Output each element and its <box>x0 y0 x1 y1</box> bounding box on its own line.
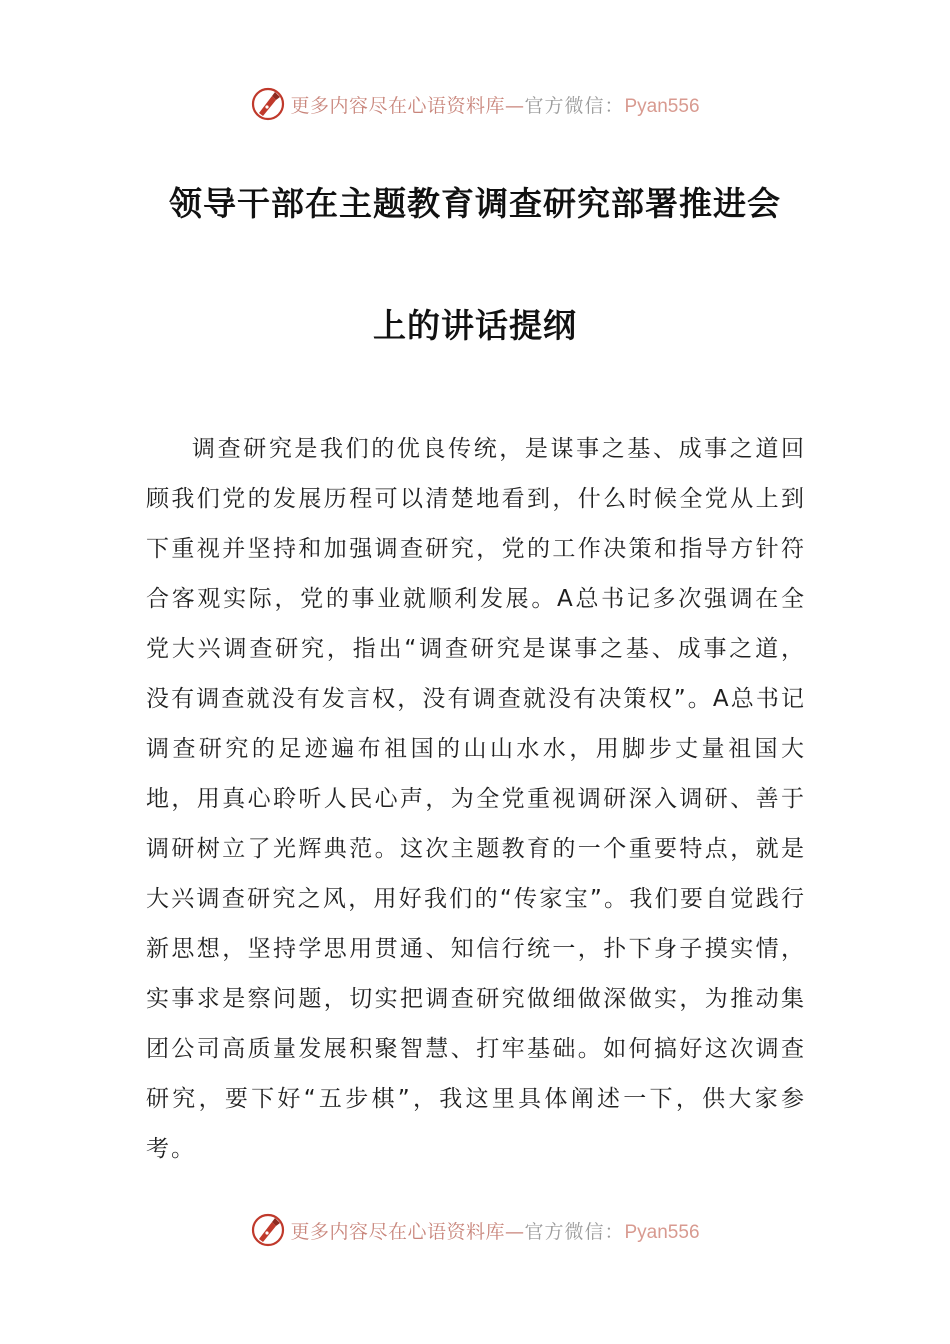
pen-nib-icon <box>250 86 286 122</box>
watermark-text: 更多内容尽在心语资料库—官方微信：Pyan556 <box>290 94 700 117</box>
body-paragraph: 调查研究是我们的优良传统，是谋事之基、成事之道回顾我们党的发展历程可以清楚地看到，什么时候全党从上到下重视并坚持和加强调查研究，党的工作决策和指导方针符合客观实际，党的事业就顺利发展。A总书记多次强调在全党大兴调查研究，指出“调查研究是谋事之基、成事之道，没有调查就没有发言权，没有调查就没有决策权”。A总书记调查研究的足迹遍布祖国的山山水水，用脚步丈量祖国大地，用真心聆听人民心声，为全党重视调研深入调研、善于调研树立了光辉典范。这次主题教育的一个重要特点，就是大兴调查研究之风，用好我们的“传家宝”。我们要自觉践行新思想，坚持学思用贯通、知信行统一，扑下身子摸实情，实事求是察问题，切实把调查研究做细做深做实，为推动集团公司高质量发展积聚智慧、打牢基础。如何搞好这次调查研究，要下好“五步棋”，我这里具体阐述一下，供大家参考。 <box>146 436 806 1162</box>
watermark-header <box>0 84 950 124</box>
watermark-text: 更多内容尽在心语资料库—官方微信：Pyan556 <box>290 1220 700 1243</box>
document-title-line-2: 上的讲话提纲 <box>373 306 577 345</box>
watermark-footer <box>0 1210 950 1250</box>
document-title-line-1: 领导干部在主题教育调查研究部署推进会 <box>169 184 781 223</box>
pen-nib-icon <box>250 1212 286 1248</box>
